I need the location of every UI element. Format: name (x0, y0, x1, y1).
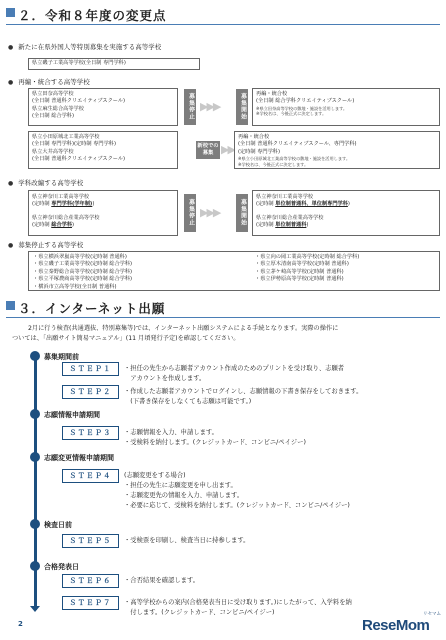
step-badge: ＳＴＥＰ４ (62, 469, 119, 483)
school-line: 県立麻生総合高等学校 (32, 105, 84, 112)
phase-label: 検査日前 (44, 520, 72, 529)
course-suffix: ) (92, 201, 95, 208)
step-description-line: (下書き保存をしなくても志願は可能です。) (124, 398, 252, 405)
stop-school: ・県立厚木清南高等学校(定時制 普通科) (255, 261, 349, 268)
step-description (124, 364, 344, 384)
box-change-right (252, 190, 440, 236)
box-merge1-right (252, 88, 440, 126)
school-line: (全日制 総合学科) (32, 113, 75, 120)
school-line: 再編・統合校 (256, 91, 288, 97)
course-prefix: (定時制 (32, 222, 52, 229)
course-suffix: ) (306, 222, 309, 229)
step-description (124, 387, 362, 407)
timeline-dot (30, 351, 40, 361)
school-note: ※県立小田原城北工業高等学校の敷地・施設を活用します。 (238, 156, 351, 162)
step-badge: ＳＴＥＰ６ (62, 574, 119, 588)
step-description-line: ・作成した志願者アカウントでログインし、志願情報の下書き保存をしておきます。 (124, 388, 363, 395)
box-change-left (28, 190, 178, 236)
step-description-line: (志願変更をする場合) (124, 472, 186, 479)
step-description (124, 576, 199, 586)
box-merge2-right (234, 131, 440, 169)
school-line: (定時制 専門学科) (238, 148, 281, 155)
section-2-title: ２．令和８年度の変更点 (18, 8, 167, 23)
stop-list-left (33, 254, 132, 291)
course-dept: 専門学科(学年制) (51, 201, 93, 208)
step-description-line: ・受検料を納付します。(クレジットカード、コンビニ/ペイジー) (124, 439, 306, 446)
phase-label: 募集期間前 (44, 352, 79, 361)
arrow-icon: ▶▶ (221, 143, 234, 156)
stop-school: ・県立平塚農商高等学校(定時制 総合学科) (33, 276, 133, 283)
phase-label: 志願変更情報申請期間 (44, 453, 114, 462)
bullet-stop-recruit: ● 募集停止する高等学校 (8, 240, 83, 249)
intro-line: ついては、「出願サイト簡易マニュアル」(11 月頃発行予定)を確認してください。 (12, 335, 240, 342)
school-course (32, 222, 174, 229)
step-description-line: ・担任の先生に志願変更を申し出ます。 (124, 482, 237, 489)
school-course (32, 201, 174, 208)
page-number: 2 (18, 620, 23, 628)
stop-school: ・県立伊勢原高等学校(定時制 普通科) (255, 276, 344, 283)
step-description-line: 付します。(クレジットカード、コンビニ/ペイジー) (124, 609, 275, 616)
course-prefix: (定時制 (256, 201, 276, 208)
timeline-dot (30, 452, 40, 462)
step-description (124, 428, 306, 448)
timeline-line (34, 352, 37, 610)
phase-label: 合格発表日 (44, 562, 79, 571)
step-badge: ＳＴＥＰ７ (62, 596, 119, 610)
step-description-line: ・志願変更先の情報を入力、申請します。 (124, 492, 244, 499)
arrow-icon: ▶▶▶ (200, 100, 220, 113)
school-line: (全日制 普通科クリエイティブスクール) (32, 98, 126, 105)
school-note: ※学校名は、今後正式に決定します。 (238, 161, 309, 167)
section-2-rule (6, 24, 440, 25)
stop-school: ・県立向の岡工業高等学校(定時制 総合学科) (255, 254, 360, 260)
timeline-dot (30, 409, 40, 419)
school-line: (全日制 総合学科クリエイティブスクール) (256, 98, 355, 105)
step-description (124, 598, 352, 618)
step-badge: ＳＴＥＰ２ (62, 385, 119, 399)
bullet-dept-change: ● 学科改編する高等学校 (8, 178, 83, 187)
school-line: 県立神奈川総合産業高等学校 (32, 214, 100, 221)
course-dept: 単位制普通科 (275, 222, 307, 229)
step-description (124, 536, 249, 546)
step-description (124, 471, 350, 511)
school-line: 県立大井高等学校 (32, 148, 74, 155)
school-line: 県立小田原城北工業高等学校 (32, 134, 100, 140)
course-dept: 単位制普通科、単位制専門学科 (275, 201, 348, 208)
section-marker (6, 8, 15, 17)
bullet-reorganize: ● 再編・統合する高等学校 (8, 77, 90, 86)
course-prefix: (定時制 (256, 222, 276, 229)
section-3-intro (12, 324, 338, 344)
box-merge1-left (28, 88, 178, 126)
stop-list-right (255, 254, 359, 284)
step-badge: ＳＴＥＰ３ (62, 426, 119, 440)
section-3-rule (6, 317, 440, 318)
timeline-dot (30, 561, 40, 571)
school-line: 再編・統合校 (238, 134, 270, 140)
step-description-line: ・高等学校からの案内(合格発表当日に受け取ります。)にしたがって、入学料を納 (124, 599, 352, 606)
stop-school: ・県立横浜翠嵐高等学校(定時制 普通科) (33, 254, 127, 260)
box-merge2-left (28, 131, 178, 169)
box-isogo: 県立磯子工業高等学校(全日制 専門学科) (28, 58, 200, 70)
logo-subtext: リセマム (423, 612, 441, 617)
stop-school: ・県立秦野総合高等学校(定時制 総合学科) (33, 268, 133, 275)
school-line: 県立神奈川工業高等学校 (256, 194, 314, 200)
stop-label: 募集停止 (184, 194, 196, 232)
box-stop-list (28, 251, 440, 291)
step-description-line: アカウントを作成します。 (124, 375, 206, 382)
school-note: ※学校名は、今後正式に決定します。 (256, 111, 327, 117)
step-description-line: ・受検票を印刷し、検査当日に持参します。 (124, 537, 250, 544)
school-line: 県立神奈川総合産業高等学校 (256, 214, 324, 221)
school-line: (全日制 普通科クリエイティブスクール) (32, 156, 126, 163)
school-line: 県立田奈高等学校 (32, 91, 74, 97)
step-description-line: ・志願情報を入力、申請します。 (124, 429, 218, 436)
timeline-dot (30, 519, 40, 529)
section-3-title: ３．インターネット出願 (18, 301, 166, 316)
stop-school: ・県立磯子工業高等学校(定時制 総合学科) (33, 261, 133, 268)
course-prefix: (定時制 (32, 201, 52, 208)
intro-line: 2月に行う検査(共通選抜、特別募集等)では、インターネット出願システムによる手続となります。実際の操作に (28, 325, 339, 332)
resemom-logo (362, 617, 429, 634)
timeline-end-icon (30, 606, 40, 612)
school-line: (全日制 普通科クリエイティブスクール、専門学科) (238, 141, 357, 148)
school-course (256, 222, 436, 229)
step-badge: ＳＴＥＰ５ (62, 534, 119, 548)
stop-label: 募集停止 (184, 89, 196, 125)
course-dept: 総合学科 (51, 222, 73, 229)
start-label: 募集開始 (236, 194, 248, 232)
step-description-line: ・必要に応じて、受検料を納付します。(クレジットカード、コンビニ/ペイジー) (124, 502, 350, 509)
stop-school: ・横浜市立高等学校(全日制 普通科) (33, 283, 117, 290)
school-course (256, 201, 436, 208)
step-description-line: ・合否結果を確認します。 (124, 577, 200, 584)
school-line: (全日制 専門学科)(定時制 専門学科) (32, 141, 117, 148)
new-school-label: 新校での募集 (196, 141, 220, 159)
logo-text: ReseMom (362, 617, 430, 634)
course-suffix: ) (347, 201, 350, 208)
step-badge: ＳＴＥＰ１ (62, 362, 119, 376)
step-description-line: ・担任の先生から志願者アカウント作成のためのプリントを受け取り、志願者 (124, 365, 345, 372)
bullet-foreign-special: ● 新たに在県外国人等特別募集を実施する高等学校 (8, 42, 161, 51)
school-note: ※県立田奈高等学校の敷地・施設を活用します。 (256, 105, 348, 111)
school-line: 県立神奈川工業高等学校 (32, 194, 90, 200)
section-marker (6, 301, 15, 310)
start-label: 募集開始 (236, 89, 248, 125)
stop-school: ・県立茅ケ崎高等学校(定時制 普通科) (255, 268, 344, 275)
arrow-icon: ▶▶▶ (200, 206, 220, 219)
course-suffix: ) (72, 222, 75, 229)
phase-label: 志願情報申請期間 (44, 410, 100, 419)
